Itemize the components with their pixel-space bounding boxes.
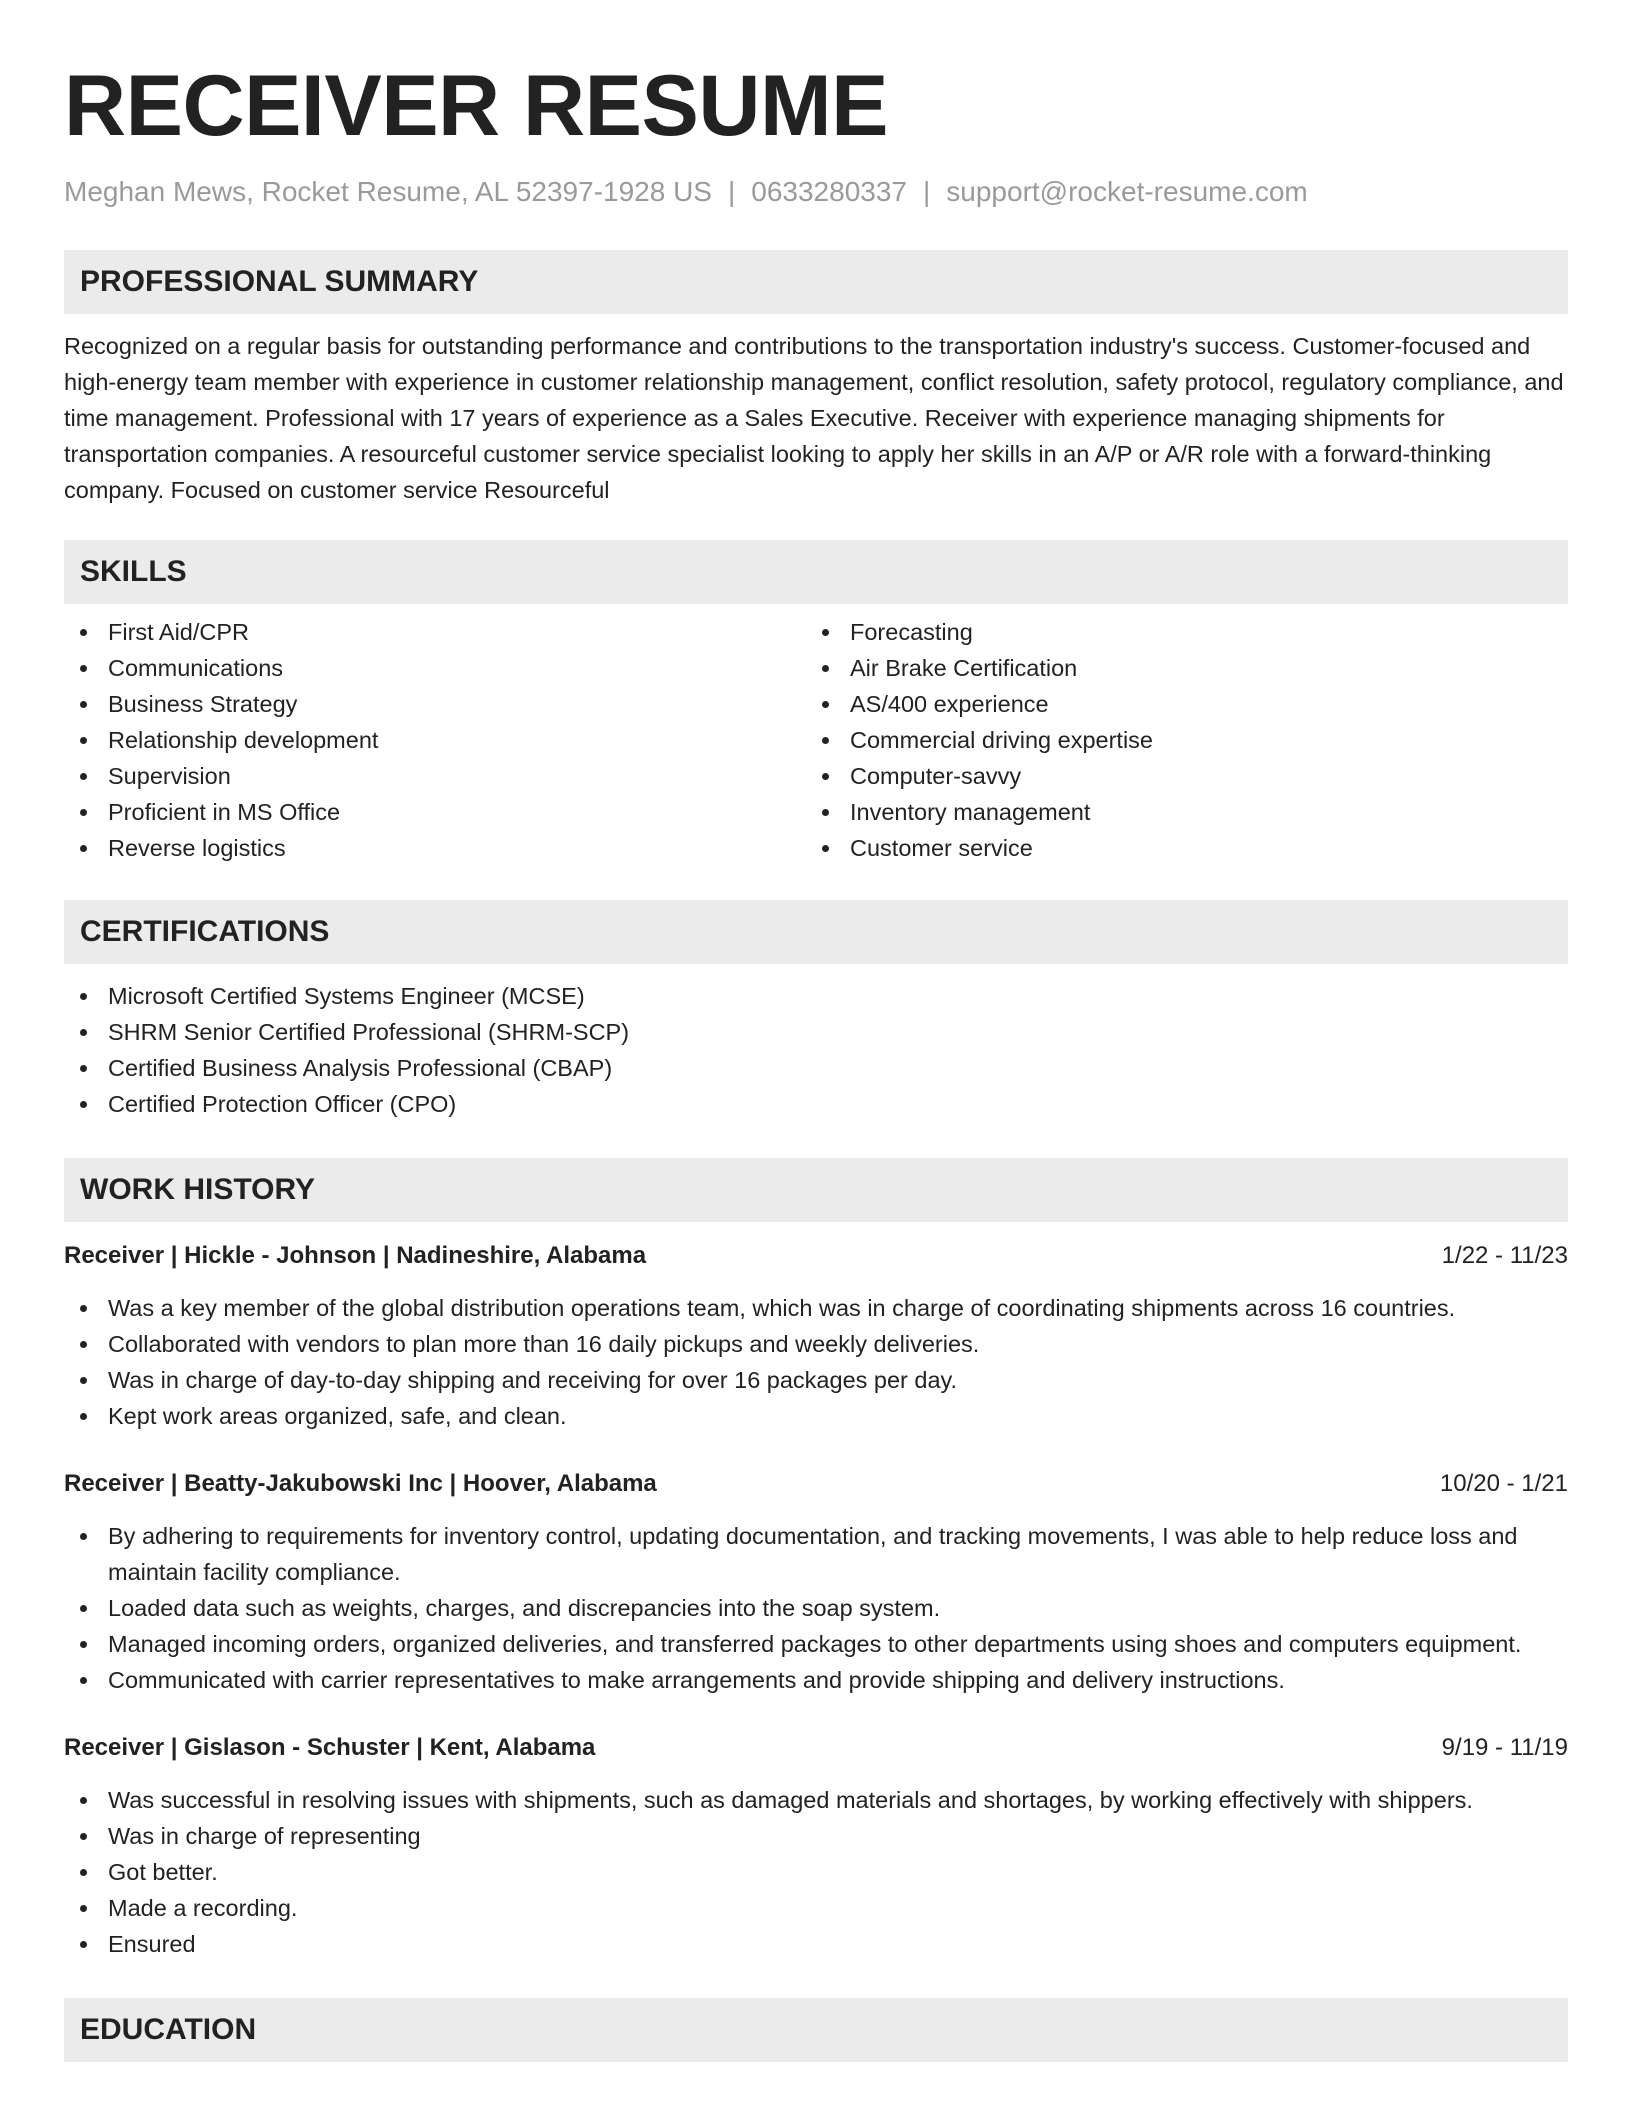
- skills-grid: [64, 614, 1568, 866]
- summary-section: [64, 250, 1568, 508]
- work-history-section: [64, 1158, 1568, 1962]
- contact-line: [64, 174, 1568, 210]
- skill-item: Inventory management: [806, 794, 1548, 830]
- certification-item: Certified Business Analysis Professional (CBAP): [64, 1050, 1568, 1086]
- skill-item: Relationship development: [64, 722, 806, 758]
- job-entry: [64, 1730, 1568, 1962]
- job-bullet: Kept work areas organized, safe, and clean.: [64, 1398, 1568, 1434]
- job-bullet: Ensured: [64, 1926, 1568, 1962]
- skill-item: AS/400 experience: [806, 686, 1548, 722]
- job-bullet: Was in charge of day-to-day shipping and receiving for over 16 packages per day.: [64, 1362, 1568, 1398]
- job-bullet: Was successful in resolving issues with shipments, such as damaged materials and shortages, by working effectively with shippers.: [64, 1782, 1568, 1818]
- job-bullet: By adhering to requirements for inventory control, updating documentation, and tracking movements, I was able to help reduce loss and maintain facility compliance.: [64, 1518, 1568, 1590]
- contact-address: Meghan Mews, Rocket Resume, AL 52397-1928 US: [64, 176, 712, 207]
- contact-separator: |: [923, 176, 931, 207]
- job-bullets: [64, 1290, 1568, 1434]
- education-section: [64, 1998, 1568, 2062]
- job-bullets: [64, 1518, 1568, 1698]
- certifications-list: [64, 978, 1568, 1122]
- resume-title: RECEIVER RESUME: [64, 58, 888, 154]
- summary-text: Recognized on a regular basis for outstanding performance and contributions to the transportation industry's success. Customer-focused and high-energy team member with experience in customer relationship management, conflict resolution, safety protocol, regulatory compliance, and time management. Professional with 17 years of experience as a Sales Executive. Receiver with experience managing shipments for transportation companies. A resourceful customer service specialist looking to apply her skills in an A/P or A/R role with a forward-thinking company. Focused on customer service Resourceful: [64, 333, 1564, 503]
- work-history-heading: WORK HISTORY: [64, 1158, 1568, 1222]
- skill-item: Reverse logistics: [64, 830, 806, 866]
- job-title: Receiver | Beatty-Jakubowski Inc | Hoover, Alabama: [64, 1470, 657, 1497]
- job-bullet: Loaded data such as weights, charges, and discrepancies into the soap system.: [64, 1590, 1568, 1626]
- job-dates: 10/20 - 1/21: [1439, 1470, 1568, 1497]
- skills-list-left: [64, 614, 806, 866]
- job-header: [64, 1238, 1568, 1274]
- contact-email: support@rocket-resume.com: [946, 176, 1308, 207]
- skill-item: Commercial driving expertise: [806, 722, 1548, 758]
- job-bullet: Managed incoming orders, organized deliveries, and transferred packages to other departments using shoes and computers equipment.: [64, 1626, 1568, 1662]
- job-bullets: [64, 1782, 1568, 1962]
- job-bullet: Got better.: [64, 1854, 1568, 1890]
- skill-item: Communications: [64, 650, 806, 686]
- contact-phone: 0633280337: [751, 176, 907, 207]
- job-bullet: Communicated with carrier representatives to make arrangements and provide shipping and delivery instructions.: [64, 1662, 1568, 1698]
- job-title: Receiver | Hickle - Johnson | Nadineshire, Alabama: [64, 1242, 647, 1269]
- job-bullet: Made a recording.: [64, 1890, 1568, 1926]
- skill-item: Business Strategy: [64, 686, 806, 722]
- certification-item: Certified Protection Officer (CPO): [64, 1086, 1568, 1122]
- job-header: [64, 1466, 1568, 1502]
- job-bullet: Was a key member of the global distribution operations team, which was in charge of coordinating shipments across 16 countries.: [64, 1290, 1568, 1326]
- certification-item: Microsoft Certified Systems Engineer (MCSE): [64, 978, 1568, 1014]
- job-title: Receiver | Gislason - Schuster | Kent, Alabama: [64, 1734, 596, 1761]
- job-bullet: Was in charge of representing: [64, 1818, 1568, 1854]
- job-header: [64, 1730, 1568, 1766]
- job-dates: 9/19 - 11/19: [1441, 1734, 1568, 1761]
- skill-item: Customer service: [806, 830, 1548, 866]
- job-bullet: Collaborated with vendors to plan more than 16 daily pickups and weekly deliveries.: [64, 1326, 1568, 1362]
- job-entry: [64, 1238, 1568, 1434]
- skill-item: Computer-savvy: [806, 758, 1548, 794]
- skills-section: [64, 540, 1568, 866]
- skill-item: Air Brake Certification: [806, 650, 1548, 686]
- skills-heading: SKILLS: [64, 540, 1568, 604]
- job-dates: 1/22 - 11/23: [1441, 1242, 1568, 1269]
- skill-item: Forecasting: [806, 614, 1548, 650]
- skill-item: Proficient in MS Office: [64, 794, 806, 830]
- contact-separator: |: [727, 176, 736, 207]
- skills-list-right: [806, 614, 1548, 866]
- education-heading: EDUCATION: [64, 1998, 1568, 2062]
- skill-item: Supervision: [64, 758, 806, 794]
- certifications-section: [64, 900, 1568, 1122]
- job-entry: [64, 1466, 1568, 1698]
- skill-item: First Aid/CPR: [64, 614, 806, 650]
- certifications-heading: CERTIFICATIONS: [64, 900, 1568, 964]
- certification-item: SHRM Senior Certified Professional (SHRM-SCP): [64, 1014, 1568, 1050]
- summary-heading: PROFESSIONAL SUMMARY: [64, 250, 1568, 314]
